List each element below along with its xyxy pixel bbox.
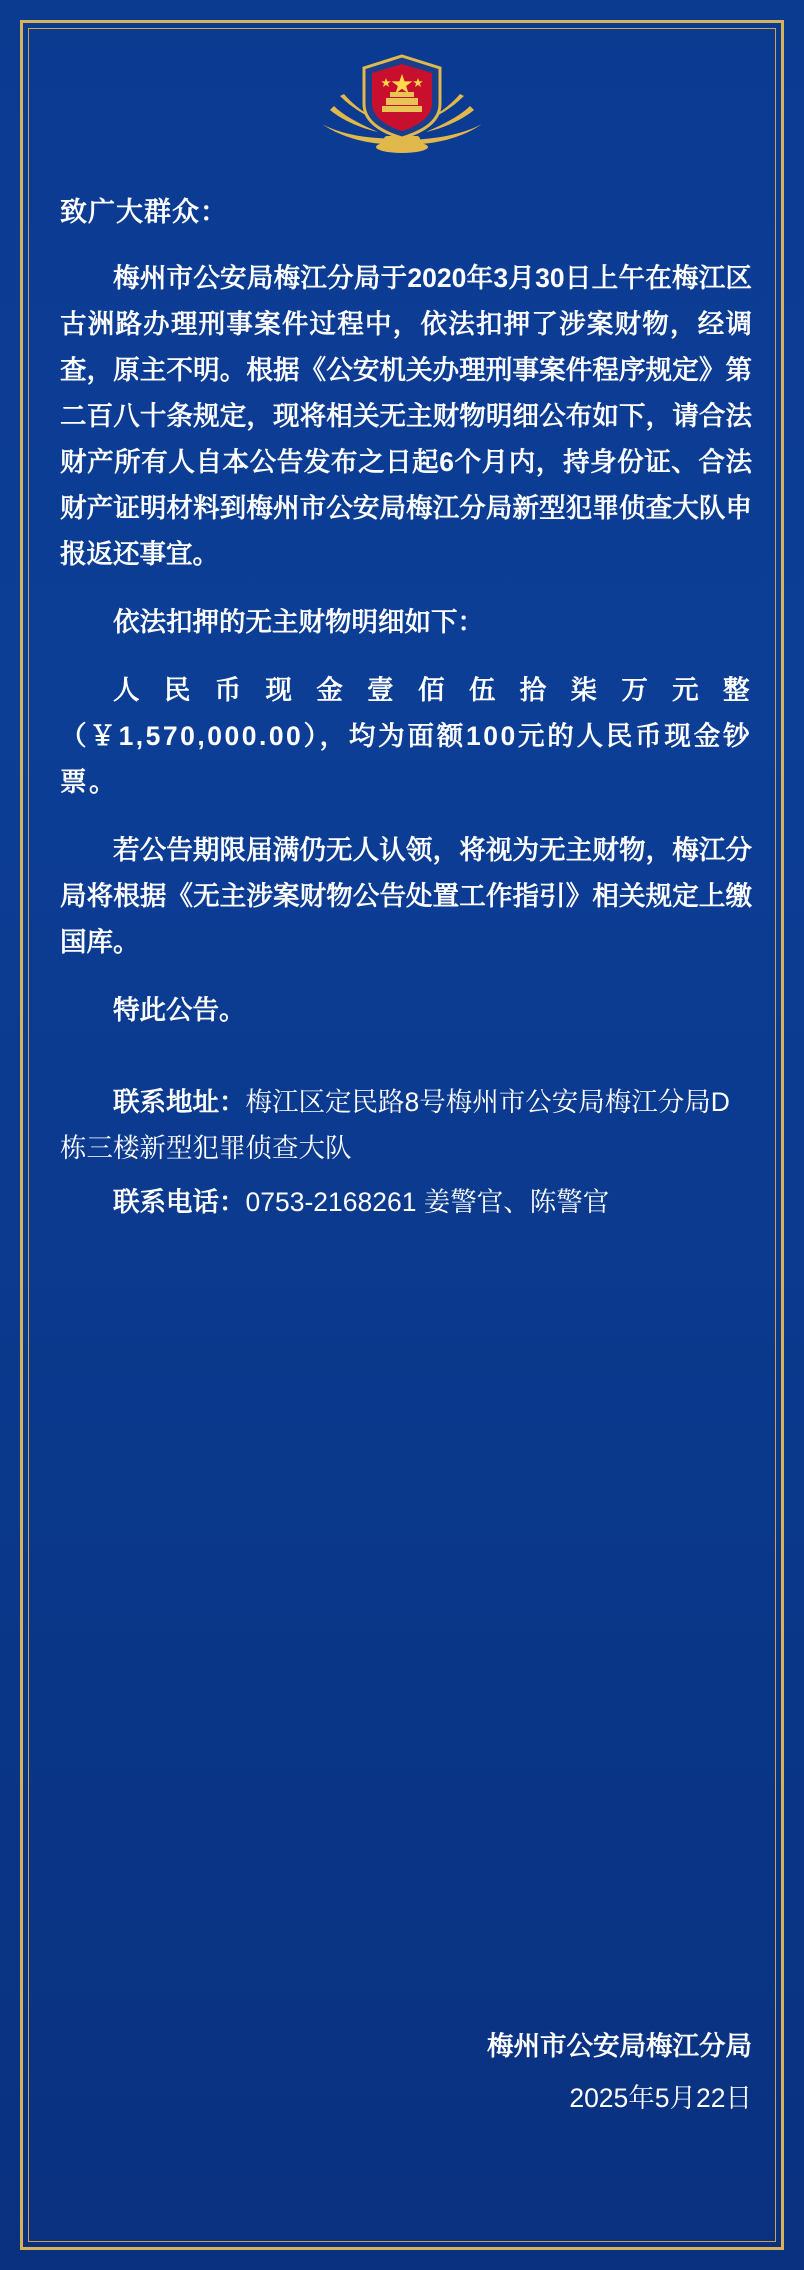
china-police-emblem-icon <box>312 48 492 156</box>
contact-phone <box>60 1179 752 1225</box>
signature-block <box>487 2022 752 2122</box>
contact-phone-value: 0753-2168261 姜警官、陈警官 <box>245 1187 610 1217</box>
issue-date: 2025年5月22日 <box>569 2083 752 2113</box>
announcement-content <box>60 190 752 1233</box>
paragraph-unclaimed-clause: 若公告期限届满仍无人认领，将视为无主财物，梅江分局将根据《无主涉案财物公告处置工作指引》相关规定上缴国库。 <box>60 835 752 957</box>
contact-address <box>60 1079 752 1171</box>
emblem-container <box>0 48 804 156</box>
paragraph-amount-detail: 人民币现金壹佰伍拾柒万元整（￥1,570,000.00），均为面额100元的人民币现金钞票。 <box>60 675 752 797</box>
contact-address-label: 联系地址： <box>113 1087 246 1117</box>
paragraph-detail-heading: 依法扣押的无主财物明细如下： <box>113 607 484 637</box>
contact-phone-label: 联系电话： <box>113 1187 246 1217</box>
paragraph-closing: 特此公告。 <box>113 995 246 1025</box>
contact-address-value: 梅江区定民路8号梅州市公安局梅江分局D栋三楼新型犯罪侦查大队 <box>60 1087 730 1163</box>
paragraph-main-notice: 梅州市公安局梅江分局于2020年3月30日上午在梅江区古洲路办理刑事案件过程中，依法扣押了涉案财物，经调查，原主不明。根据《公安机关办理刑事案件程序规定》第二百八十条规定，现将相关无主财物明细公布如下，请合法财产所有人自本公告发布之日起6个月内，持身份证、合法财产证明材料到梅州市公安局梅江分局新型犯罪侦查大队申报返还事宜。 <box>60 263 752 569</box>
salutation: 致广大群众： <box>60 197 228 227</box>
issuing-organization: 梅州市公安局梅江分局 <box>487 2031 752 2061</box>
contact-block <box>60 1079 752 1225</box>
